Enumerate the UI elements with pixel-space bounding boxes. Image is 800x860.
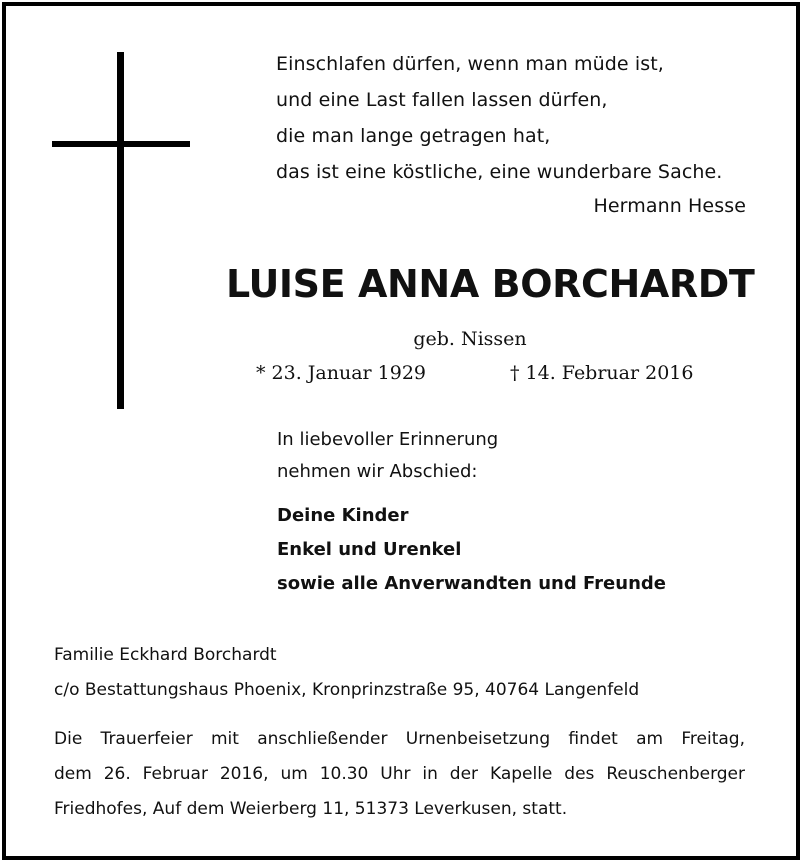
cross-vertical-bar	[117, 52, 124, 409]
funeral-service-info	[54, 722, 745, 827]
birth-date: * 23. Januar 1929	[256, 362, 427, 384]
mourners-list	[277, 499, 666, 601]
memorial-poem	[276, 46, 746, 224]
service-line: Die Trauerfeier mit anschließender Urnenbeisetzung findet am Freitag,	[54, 729, 745, 749]
contact-line: c/o Bestattungshaus Phoenix, Kronprinzstraße 95, 40764 Langenfeld	[54, 680, 640, 700]
mourner-line: Enkel und Urenkel	[277, 539, 462, 560]
poem-line: Einschlafen dürfen, wenn man müde ist,	[276, 53, 664, 75]
service-line: Friedhofes, Auf dem Weierberg 11, 51373 Leverkusen, statt.	[54, 799, 568, 819]
death-date: † 14. Februar 2016	[510, 362, 694, 384]
deceased-name: LUISE ANNA BORCHARDT	[226, 262, 755, 306]
cross-horizontal-bar	[52, 141, 190, 147]
remembrance-line: In liebevoller Erinnerung	[277, 429, 499, 450]
remembrance-text	[277, 424, 498, 488]
contact-line: Familie Eckhard Borchardt	[54, 645, 277, 665]
mourner-line: sowie alle Anverwandten und Freunde	[277, 573, 666, 594]
poem-line: die man lange getragen hat,	[276, 125, 551, 147]
poem-line: und eine Last fallen lassen dürfen,	[276, 89, 608, 111]
remembrance-line: nehmen wir Abschied:	[277, 461, 478, 482]
mourner-line: Deine Kinder	[277, 505, 409, 526]
poem-author: Hermann Hesse	[593, 195, 746, 217]
poem-line: das ist eine köstliche, eine wunderbare Sache.	[276, 161, 723, 183]
contact-address	[54, 638, 639, 708]
maiden-name: geb. Nissen	[413, 328, 527, 350]
service-line: dem 26. Februar 2016, um 10.30 Uhr in der Kapelle des Reuschenberger	[54, 764, 745, 784]
